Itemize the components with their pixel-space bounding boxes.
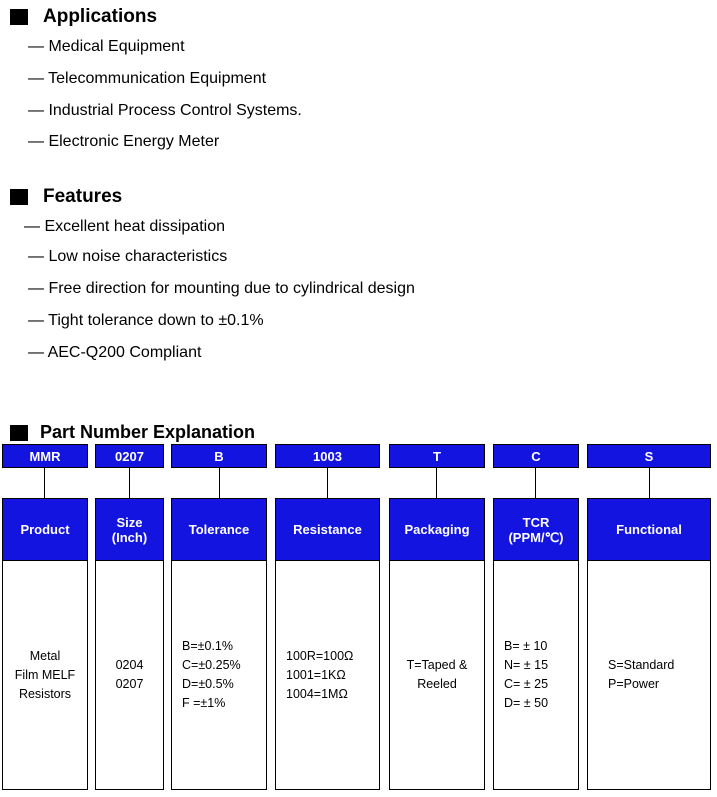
part-number-heading: Part Number Explanation [10, 422, 255, 443]
values-functional: S=Standard P=Power [587, 560, 711, 790]
code-box-resistance: 1003 [275, 444, 380, 468]
header-functional: Functional [587, 498, 711, 561]
list-item: — Telecommunication Equipment [28, 70, 267, 87]
list-item: — Excellent heat dissipation [24, 218, 225, 235]
list-item: — Electronic Energy Meter [28, 133, 220, 150]
list-item: — Medical Equipment [28, 38, 185, 55]
code-box-product: MMR [2, 444, 88, 468]
square-bullet-icon [10, 189, 28, 205]
header-resistance: Resistance [275, 498, 380, 561]
connector-line [535, 468, 536, 498]
list-item: — Low noise characteristics [28, 248, 228, 265]
square-bullet-icon [10, 9, 28, 25]
code-box-tcr: C [493, 444, 579, 468]
values-product: Metal Film MELF Resistors [2, 560, 88, 790]
applications-heading: Applications [10, 6, 157, 28]
connector-line [327, 468, 328, 498]
values-tcr: B= ± 10 N= ± 15 C= ± 25 D= ± 50 [493, 560, 579, 790]
connector-line [436, 468, 437, 498]
list-item: — AEC-Q200 Compliant [28, 344, 202, 361]
code-box-tolerance: B [171, 444, 267, 468]
code-box-size: 0207 [95, 444, 164, 468]
connector-line [219, 468, 220, 498]
header-packaging: Packaging [389, 498, 485, 561]
connector-line [129, 468, 130, 498]
square-bullet-icon [10, 425, 28, 441]
header-tcr: TCR (PPM/℃) [493, 498, 579, 561]
connector-line [44, 468, 45, 498]
connector-line [649, 468, 650, 498]
values-tolerance: B=±0.1% C=±0.25% D=±0.5% F =±1% [171, 560, 267, 790]
list-item: — Tight tolerance down to ±0.1% [28, 312, 264, 329]
features-heading: Features [10, 186, 122, 208]
header-tolerance: Tolerance [171, 498, 267, 561]
header-product: Product [2, 498, 88, 561]
list-item: — Industrial Process Control Systems. [28, 102, 302, 119]
values-size: 0204 0207 [95, 560, 164, 790]
values-resistance: 100R=100Ω 1001=1KΩ 1004=1MΩ [275, 560, 380, 790]
header-size: Size (Inch) [95, 498, 164, 561]
code-box-packaging: T [389, 444, 485, 468]
code-box-functional: S [587, 444, 711, 468]
list-item: — Free direction for mounting due to cylindrical design [28, 280, 415, 297]
values-packaging: T=Taped & Reeled [389, 560, 485, 790]
